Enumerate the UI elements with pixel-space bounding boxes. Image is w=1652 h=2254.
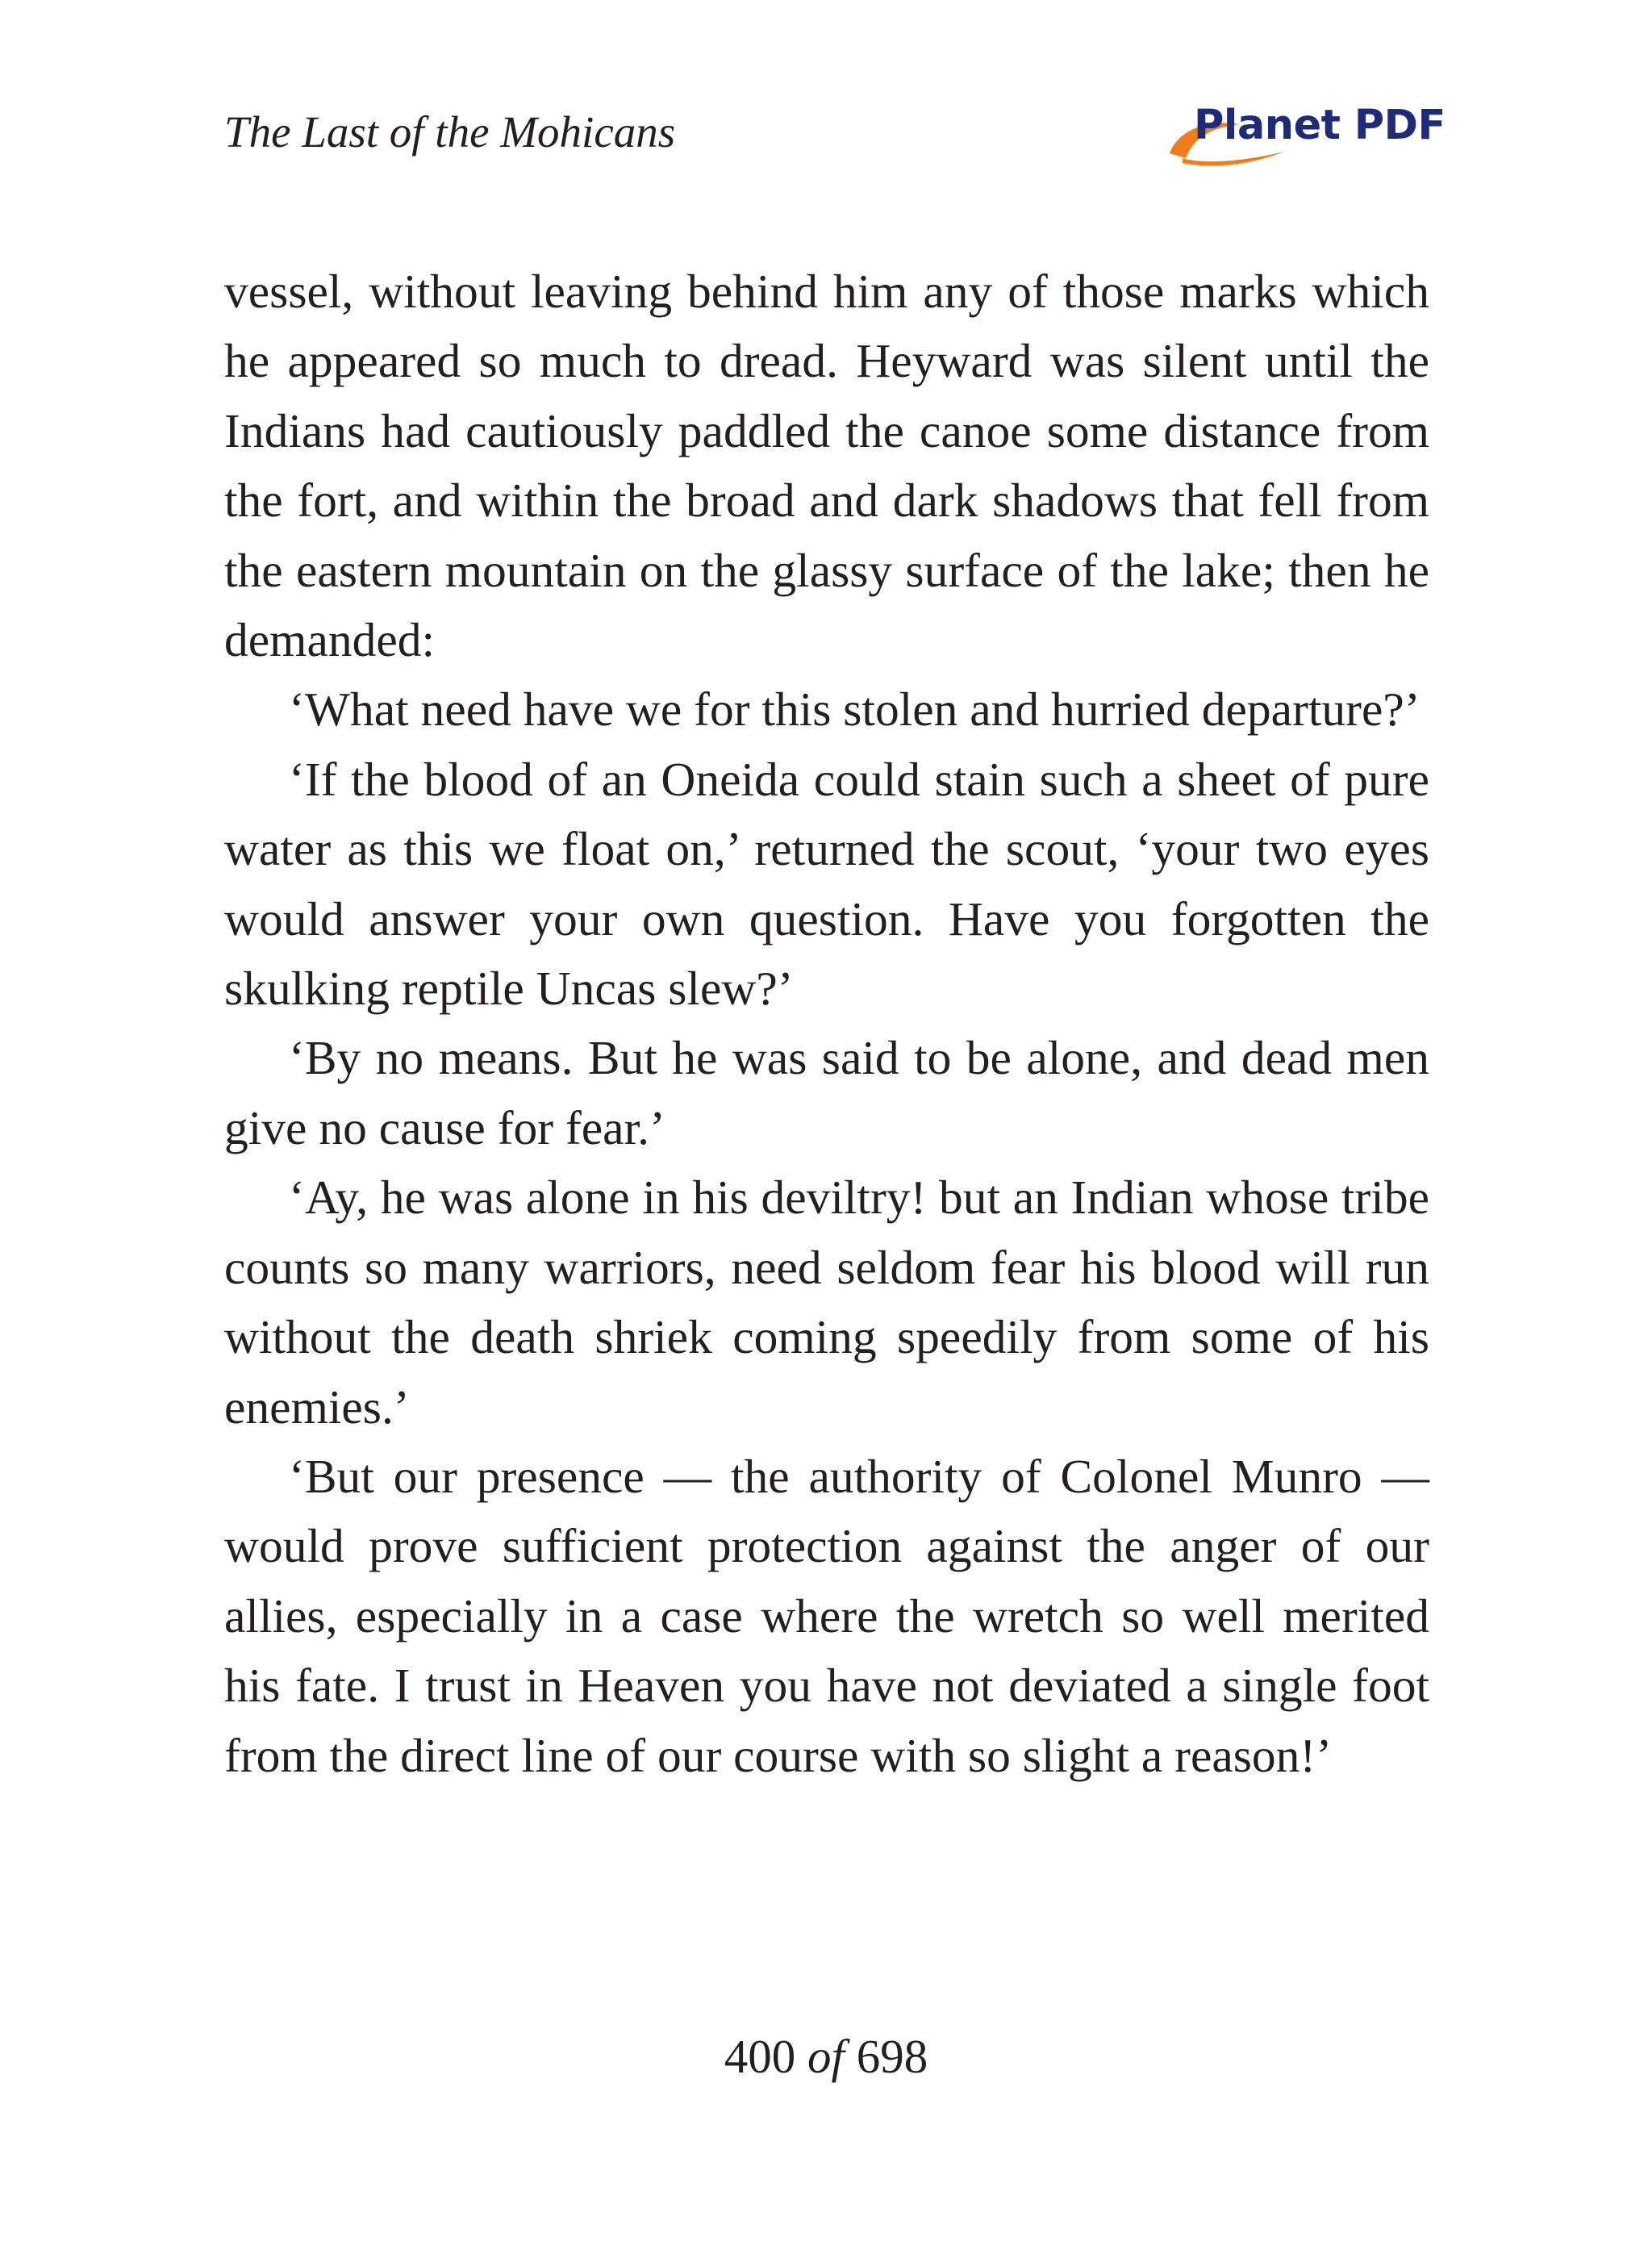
paragraph: ‘By no means. But he was said to be alone, and dead men give no cause for fear.’ xyxy=(224,1031,1429,1154)
page-body xyxy=(224,257,1429,1790)
paragraph: vessel, without leaving behind him any of those marks which he appeared so much to dread. Heyward was silent until the Indians had cautiously paddled the canoe some distance from the fort, and within the broad and dark shadows that fell from the eastern mountain on the glassy surface of the lake; then he demanded: xyxy=(224,265,1429,667)
of-word: of xyxy=(807,2030,845,2083)
total-pages: 698 xyxy=(856,2030,928,2083)
current-page: 400 xyxy=(724,2030,796,2083)
paragraph: ‘Ay, he was alone in his deviltry! but an Indian whose tribe counts so many warriors, need seldom fear his blood will run without the death shriek coming speedily from some of his enemies.’ xyxy=(224,1171,1429,1434)
paragraph: ‘But our presence — the authority of Colonel Munro — would prove sufficient protection against the anger of our allies, especially in a case where the wretch so well merited his fate. I trust in Heaven you have not deviated a single foot from the direct line of our course with so slight a reason!’ xyxy=(224,1449,1429,1782)
page-header xyxy=(224,95,1446,176)
book-title: The Last of the Mohicans xyxy=(224,107,676,157)
planet-pdf-logo xyxy=(1163,95,1446,176)
paragraph: ‘What need have we for this stolen and hurried departure?’ xyxy=(289,682,1420,737)
paragraph: ‘If the blood of an Oneida could stain such a sheet of pure water as this we float on,’ returned the scout, ‘your two eyes would answer your own question. Have you forgotten the skulking reptile Uncas slew?’ xyxy=(224,752,1429,1016)
logo-text: Planet PDF xyxy=(1194,102,1446,149)
page-number xyxy=(0,2030,1652,2083)
